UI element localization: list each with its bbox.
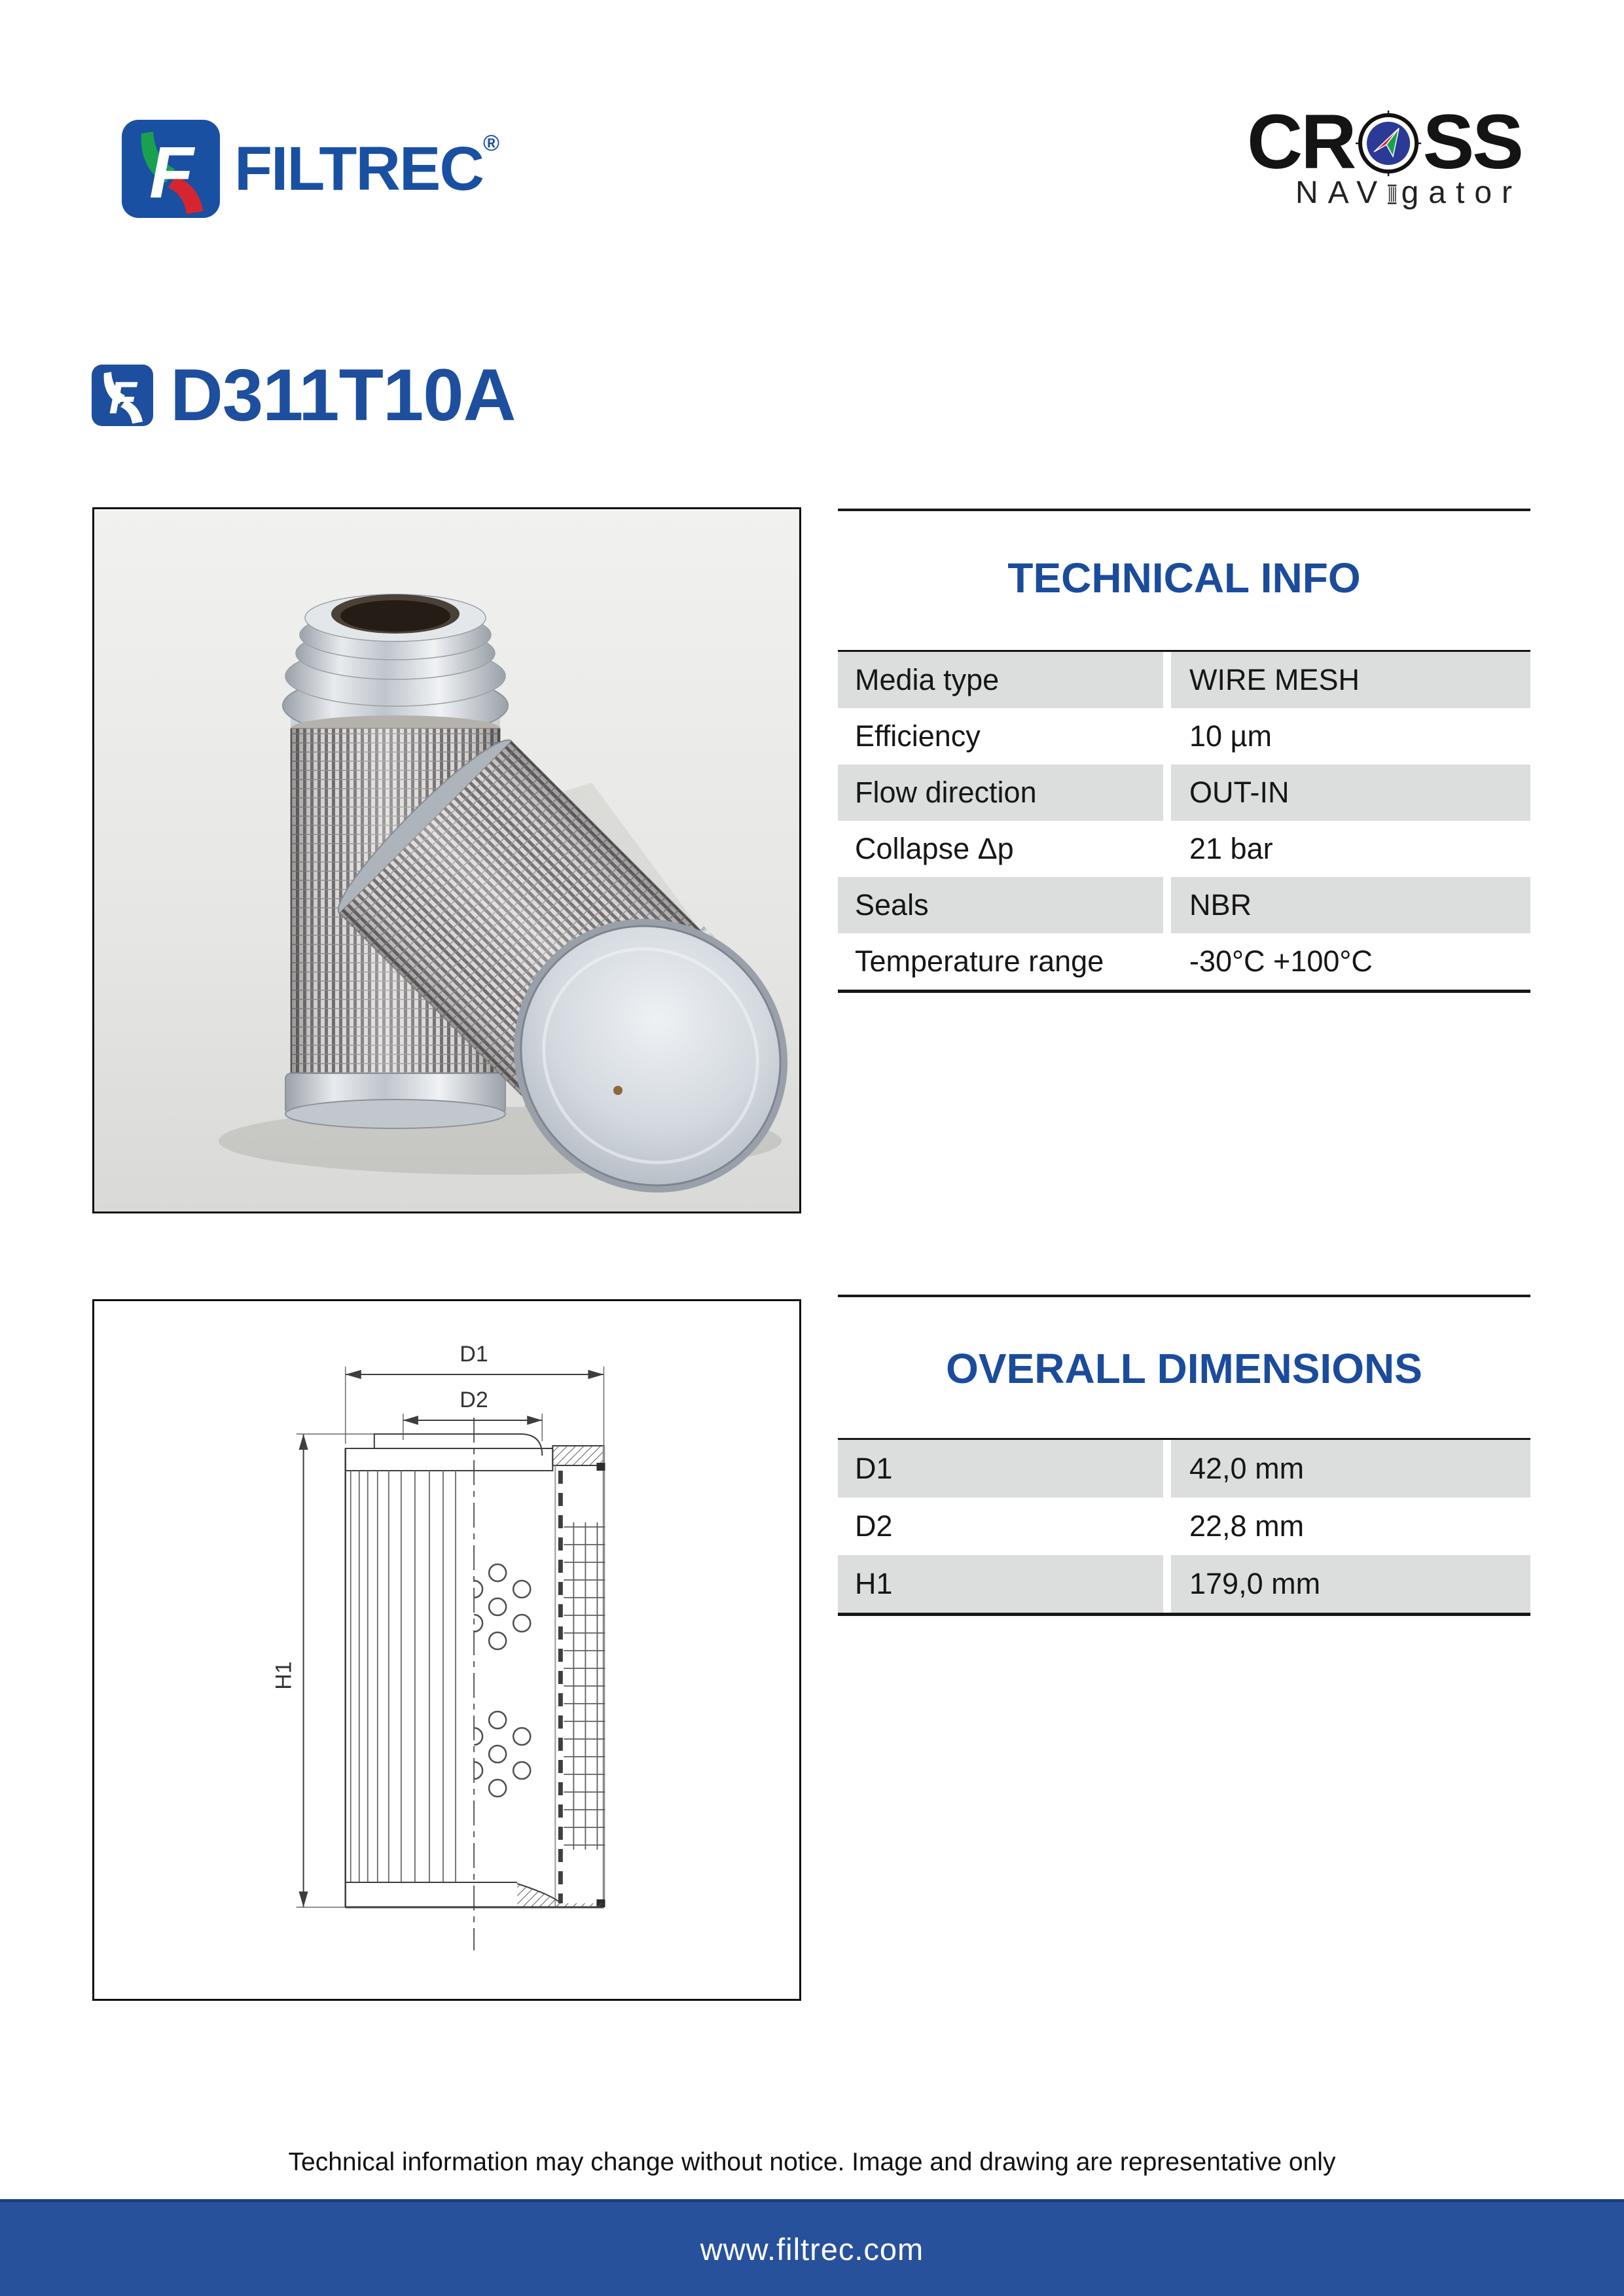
cross-word-left: CR [1247, 99, 1355, 185]
table-row: Flow direction OUT-IN [838, 764, 1530, 821]
nav-text: NAV [1295, 175, 1388, 210]
table-row: Media type WIRE MESH [838, 652, 1530, 708]
table-row: H1 179,0 mm [838, 1555, 1530, 1613]
disclaimer-text: Technical information may change without notice. Image and drawing are representative only [288, 2148, 1336, 2176]
cross-word-right: SS [1422, 99, 1522, 185]
filtrec-wordmark: FILTREC® [234, 131, 500, 204]
filtrec-mark-icon [92, 365, 153, 426]
compass-icon [1356, 109, 1421, 177]
dim-label-d2: D2 [460, 1388, 488, 1412]
navigator-wordmark [1295, 174, 1522, 212]
tech-info-title: TECHNICAL INFO [1007, 554, 1361, 601]
product-photo [92, 507, 801, 1213]
product-title-row [92, 354, 516, 436]
pillar-icon [1387, 175, 1397, 213]
footer-bar [0, 2199, 1624, 2296]
filtrec-logo-letter: F [149, 132, 194, 213]
title-icon-letter: F [109, 372, 137, 423]
cross-navigator-logo [1247, 99, 1522, 212]
dimensions-title: OVERALL DIMENSIONS [946, 1345, 1422, 1392]
table-row: Seals NBR [838, 877, 1530, 933]
gator-text: gator [1401, 175, 1522, 210]
tech-info-table [838, 650, 1530, 993]
dimensions-table [838, 1438, 1530, 1616]
table-row: Collapse Δp 21 bar [838, 821, 1530, 877]
dimensions-rule [838, 1295, 1530, 1297]
filtrec-logo-icon [122, 120, 220, 218]
technical-drawing [92, 1299, 801, 2001]
table-row: D2 22,8 mm [838, 1498, 1530, 1555]
drawing-geometry [297, 1367, 605, 1950]
registered-trademark: ® [483, 131, 500, 156]
page-title: D311T10A [170, 354, 516, 436]
cross-wordmark [1247, 99, 1522, 185]
tech-info-rule [838, 509, 1530, 511]
table-row: Temperature range -30°C +100°C [838, 933, 1530, 990]
dim-label-d1: D1 [460, 1342, 488, 1367]
table-row: D1 42,0 mm [838, 1440, 1530, 1498]
website-link[interactable]: www.filtrec.com [700, 2232, 924, 2267]
dim-label-h1: H1 [271, 1661, 297, 1690]
table-row: Efficiency 10 µm [838, 708, 1530, 764]
